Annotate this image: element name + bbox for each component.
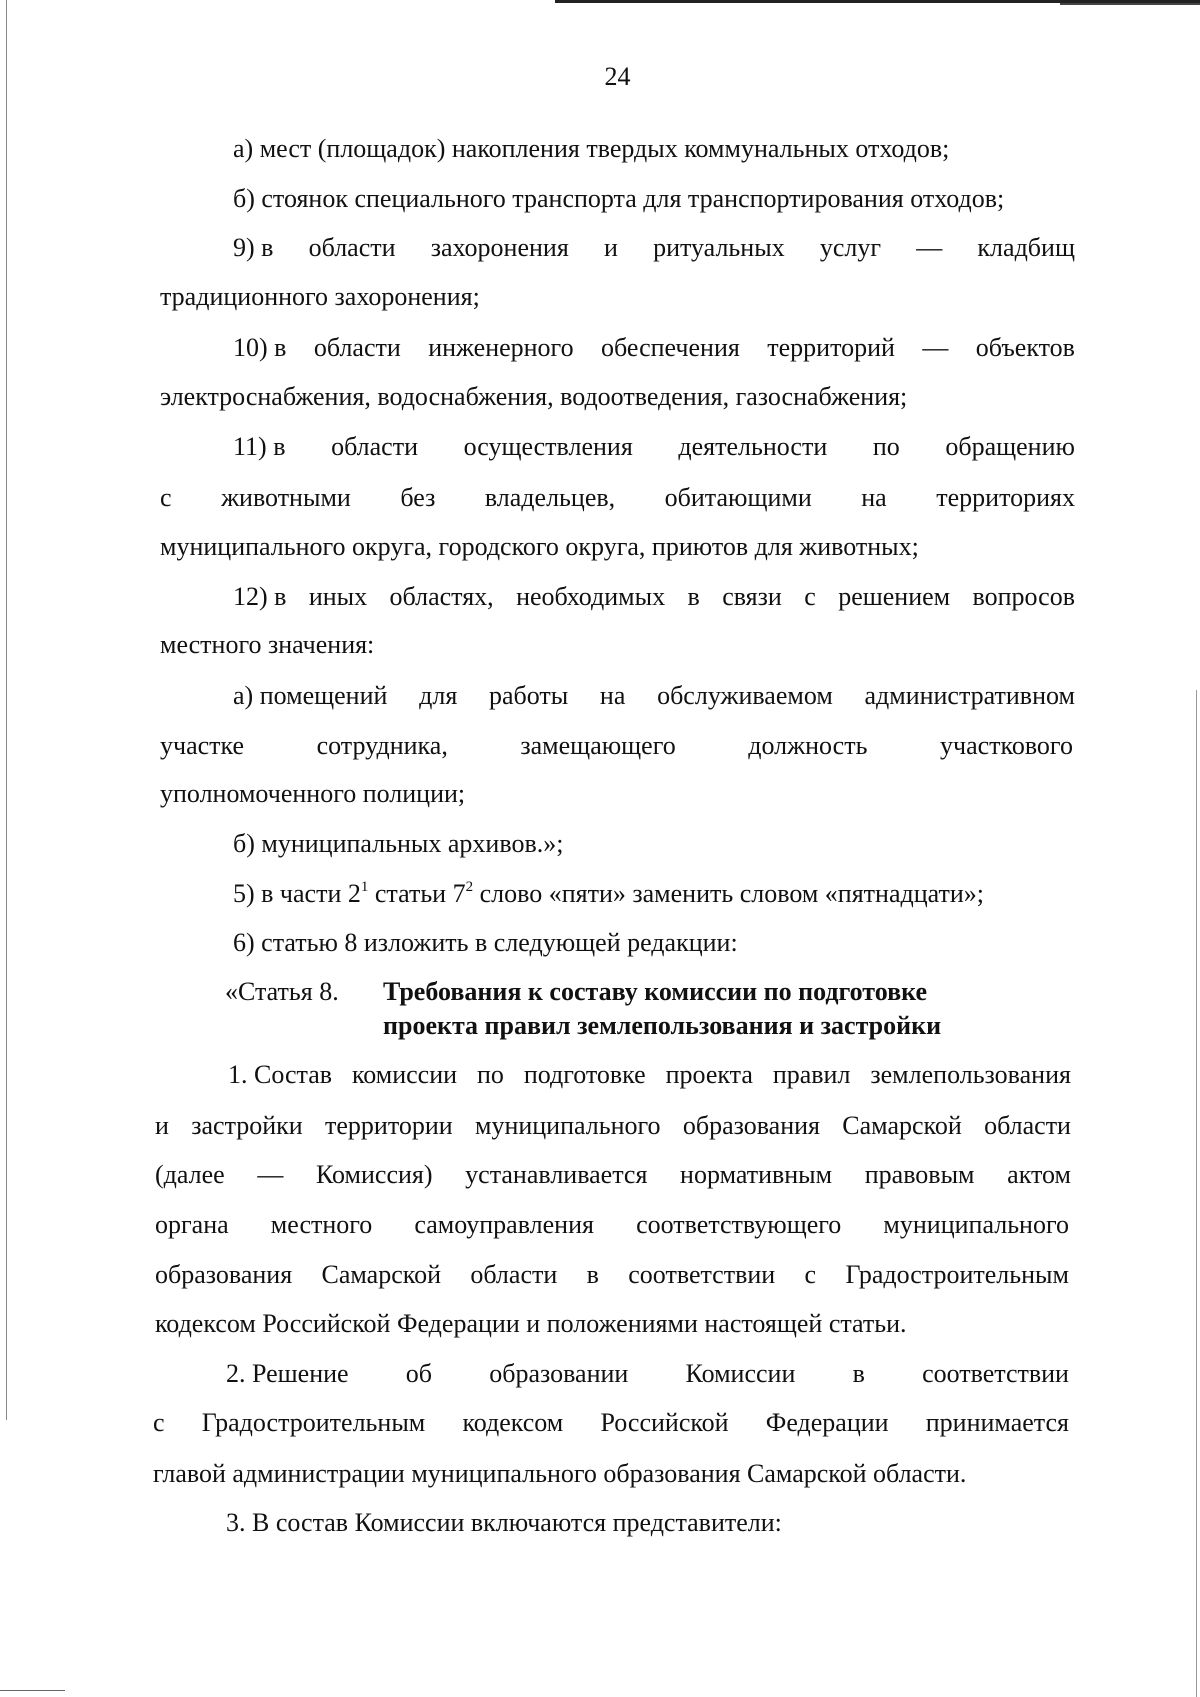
- text-line: главой администрации муниципального образования Самарской области.: [153, 1459, 967, 1488]
- word: муниципального: [474, 1111, 661, 1140]
- text-line: 3. В состав Комиссии включаются представители:: [226, 1508, 782, 1537]
- word: по: [872, 432, 900, 461]
- word: Градостроительным: [845, 1260, 1069, 1289]
- text-line: [233, 681, 1075, 711]
- word: подготовке: [523, 1060, 646, 1089]
- word: принимается: [925, 1408, 1069, 1437]
- word: соответствии: [628, 1260, 776, 1289]
- word: области: [331, 432, 418, 461]
- word: участке: [160, 731, 245, 760]
- word: с: [804, 1260, 817, 1289]
- word: обращению: [945, 432, 1075, 461]
- word: актом: [1007, 1160, 1071, 1189]
- word: обслуживаемом: [657, 681, 833, 710]
- word: области: [313, 333, 401, 362]
- text-line: [160, 483, 1075, 513]
- text-line: [226, 1359, 1069, 1389]
- word: и: [155, 1111, 169, 1140]
- word: 11) в: [233, 432, 286, 461]
- text-line: традиционного захоронения;: [160, 282, 480, 311]
- word: с: [804, 582, 816, 611]
- word: области: [470, 1260, 558, 1289]
- word: иных: [308, 582, 368, 611]
- word: области: [308, 233, 396, 262]
- text-line: [155, 1260, 1069, 1290]
- word: (далее: [155, 1160, 225, 1189]
- word: связи: [722, 582, 782, 611]
- word: по: [476, 1060, 504, 1089]
- word: деятельности: [678, 432, 828, 461]
- word: 12) в: [233, 582, 287, 611]
- word: услуг: [819, 233, 882, 262]
- word: Самарской: [321, 1260, 441, 1289]
- word: должность: [748, 731, 868, 760]
- word: территориях: [936, 483, 1075, 512]
- word: необходимых: [516, 582, 666, 611]
- word: 1. Состав: [228, 1060, 333, 1089]
- article-title: Требования к составу комиссии по подготовке: [383, 977, 927, 1006]
- word: территории: [325, 1111, 453, 1140]
- text-line: муниципального округа, городского округа, приютов для животных;: [160, 532, 919, 561]
- word: территорий: [767, 333, 895, 362]
- word: образования: [155, 1260, 293, 1289]
- text-line: [233, 582, 1075, 612]
- word: ритуальных: [653, 233, 785, 262]
- scan-artifact-bottom: [0, 1690, 65, 1691]
- word: застройки: [191, 1111, 303, 1140]
- text-line: [155, 1210, 1069, 1240]
- text-line: б) муниципальных архивов.»;: [233, 829, 564, 858]
- article-title: проекта правил землепользования и застройки: [383, 1011, 942, 1040]
- word: 2. Решение: [226, 1359, 349, 1388]
- word: в: [852, 1359, 865, 1388]
- word: для: [419, 681, 458, 710]
- word: Самарской: [842, 1111, 962, 1140]
- word: соответствии: [922, 1359, 1069, 1388]
- word: правил: [772, 1060, 851, 1089]
- text-line: [153, 1408, 1069, 1438]
- word: нормативным: [680, 1160, 833, 1189]
- word: решением: [838, 582, 951, 611]
- text-line: 5) в части $2^1$ статьи $7^2$ слово «пяти» заменить словом «пятнадцати»;: [233, 879, 984, 908]
- word: с: [160, 483, 172, 512]
- word: проекта: [665, 1060, 753, 1089]
- text-line: [233, 432, 1075, 462]
- word: владельцев,: [484, 483, 616, 512]
- word: в: [687, 582, 700, 611]
- word: вопросов: [972, 582, 1075, 611]
- text-line: [228, 1060, 1071, 1090]
- word: 9) в: [233, 233, 274, 262]
- text-line: б) стоянок специального транспорта для транспортирования отходов;: [233, 184, 1005, 213]
- word: комиссии: [351, 1060, 458, 1089]
- word: —: [916, 233, 943, 262]
- word: кодексом: [462, 1408, 564, 1437]
- word: местного: [270, 1210, 373, 1239]
- word: обеспечения: [601, 333, 740, 362]
- word: Российской: [600, 1408, 729, 1437]
- scan-edge-right: [1196, 690, 1197, 1697]
- word: работы: [488, 681, 569, 710]
- word: объектов: [975, 333, 1075, 362]
- word: об: [405, 1359, 433, 1388]
- word: соответствующего: [636, 1210, 842, 1239]
- word: органа: [155, 1210, 229, 1239]
- text-line: [233, 333, 1075, 363]
- word: а) помещений: [233, 681, 388, 710]
- text-line: электроснабжения, водоснабжения, водоотведения, газоснабжения;: [160, 382, 908, 411]
- word: на: [861, 483, 887, 512]
- text-line: местного значения:: [160, 630, 375, 659]
- word: 10) в: [233, 333, 287, 362]
- word: области: [984, 1111, 1071, 1140]
- text-line: [155, 1160, 1071, 1190]
- text-line: [155, 1111, 1071, 1141]
- text-line: [160, 731, 1073, 761]
- article-label: «Статья 8.: [225, 977, 339, 1006]
- text-line: 6) статью 8 изложить в следующей редакции:: [233, 928, 738, 957]
- word: инженерного: [428, 333, 574, 362]
- superscript: 2: [465, 879, 474, 895]
- word: осуществления: [463, 432, 633, 461]
- page-number: 24: [604, 62, 631, 91]
- word: устанавливается: [465, 1160, 648, 1189]
- text-line: уполномоченного полиции;: [160, 779, 466, 808]
- superscript: 1: [360, 879, 369, 895]
- scan-edge-left: [6, 0, 7, 1420]
- word: —: [257, 1160, 284, 1189]
- word: —: [922, 333, 949, 362]
- word: муниципального: [883, 1210, 1069, 1239]
- word: Комиссии: [685, 1359, 796, 1388]
- word: и: [603, 233, 618, 262]
- word: замещающего: [520, 731, 676, 760]
- word: Комиссия): [316, 1160, 433, 1189]
- word: сотрудника,: [316, 731, 448, 760]
- word: участкового: [940, 731, 1073, 760]
- word: на: [599, 681, 626, 710]
- word: животными: [221, 483, 351, 512]
- word: с: [153, 1408, 165, 1437]
- word: обитающими: [664, 483, 812, 512]
- word: образовании: [489, 1359, 629, 1388]
- word: Федерации: [765, 1408, 889, 1437]
- word: самоуправления: [414, 1210, 594, 1239]
- text-line: кодексом Российской Федерации и положениями настоящей статьи.: [155, 1309, 907, 1338]
- word: без: [400, 483, 436, 512]
- word: захоронения: [430, 233, 569, 262]
- word: образования: [682, 1111, 820, 1140]
- word: кладбищ: [977, 233, 1075, 262]
- word: Градостроительным: [201, 1408, 426, 1437]
- text-line: [233, 233, 1075, 263]
- text-line: а) мест (площадок) накопления твердых коммунальных отходов;: [233, 134, 950, 163]
- scan-artifact-top-right: [1060, 3, 1200, 5]
- word: правовым: [864, 1160, 975, 1189]
- word: областях,: [389, 582, 494, 611]
- word: в: [586, 1260, 599, 1289]
- word: административном: [864, 681, 1075, 710]
- word: землепользования: [870, 1060, 1071, 1089]
